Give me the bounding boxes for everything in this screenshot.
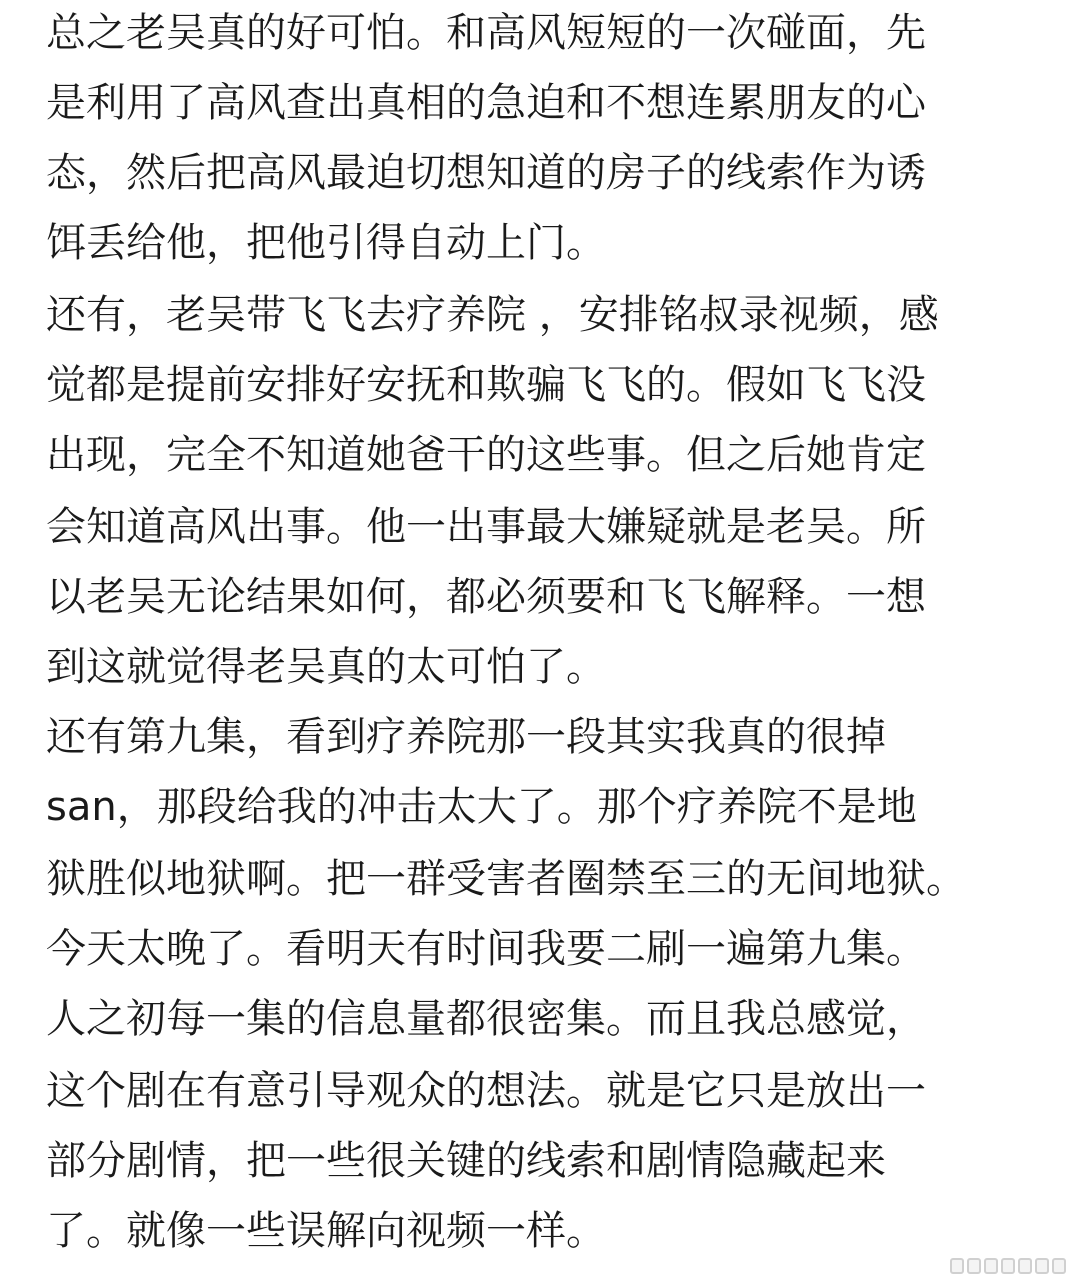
watermark-glyph-icon [1035, 1258, 1049, 1274]
text-line-18: 了。就像一些误解向视频一样。 [46, 1208, 606, 1254]
text-line-1: 总之老吴真的好可怕。和高风短短的一次碰面，先 [46, 10, 926, 56]
text-line-8: 会知道高风出事。他一出事最大嫌疑就是老吴。所 [46, 504, 926, 550]
watermark-glyph-icon [1052, 1258, 1066, 1274]
text-line-16: 这个剧在有意引导观众的想法。就是它只是放出一 [46, 1068, 926, 1114]
watermark-glyph-icon [1018, 1258, 1032, 1274]
watermark-glyph-icon [984, 1258, 998, 1274]
text-line-9: 以老吴无论结果如何，都必须要和飞飞解释。一想 [46, 574, 926, 620]
text-line-12: san，那段给我的冲击太大了。那个疗养院不是地 [46, 784, 917, 830]
watermark-glyph-icon [950, 1258, 964, 1274]
text-line-14: 今天太晚了。看明天有时间我要二刷一遍第九集。 [46, 926, 926, 972]
text-line-13: 狱胜似地狱啊。把一群受害者圈禁至三的无间地狱。 [46, 856, 966, 902]
text-line-11: 还有第九集，看到疗养院那一段其实我真的很掉 [46, 714, 886, 760]
text-line-17: 部分剧情，把一些很关键的线索和剧情隐藏起来 [46, 1138, 886, 1184]
watermark-glyph-icon [967, 1258, 981, 1274]
text-line-15: 人之初每一集的信息量都很密集。而且我总感觉， [46, 996, 926, 1042]
text-line-10: 到这就觉得老吴真的太可怕了。 [46, 644, 606, 690]
text-line-7: 出现，完全不知道她爸干的这些事。但之后她肯定 [46, 432, 926, 478]
text-line-5: 还有，老吴带飞飞去疗养院 ，安排铭叔录视频，感 [46, 292, 939, 338]
text-line-4: 饵丢给他，把他引得自动上门。 [46, 220, 606, 266]
text-line-6: 觉都是提前安排好安抚和欺骗飞飞的。假如飞飞没 [46, 362, 926, 408]
text-line-2: 是利用了高风查出真相的急迫和不想连累朋友的心 [46, 80, 926, 126]
watermark-glyph-icon [1001, 1258, 1015, 1274]
text-line-3: 态，然后把高风最迫切想知道的房子的线索作为诱 [46, 150, 926, 196]
watermark [950, 1258, 1066, 1274]
